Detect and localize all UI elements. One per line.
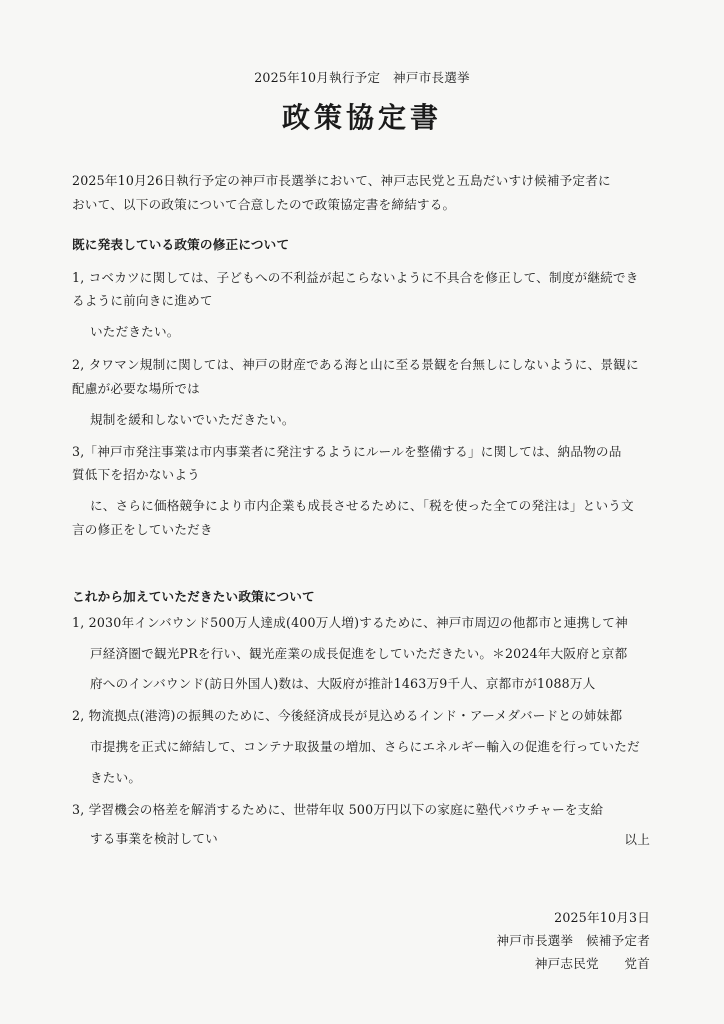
section1-line: 1, コベカツに関しては、子どもへの不利益が起こらないように不具合を修正して、制度が継続でき	[72, 270, 639, 285]
section2-line: 府へのインバウンド(訪日外国人)数は、大阪府が推計1463万9千人、京都市が1088万人	[90, 676, 596, 691]
section1-line: 3,「神戸市発注事業は市内事業者に発注するようにルールを整備する」に関しては、納品物の品	[72, 444, 622, 459]
footer-candidate: 神戸市長選挙 候補予定者	[496, 933, 650, 948]
document-title: 政策協定書	[281, 101, 442, 134]
section2-line: する事業を検討してい	[90, 831, 218, 846]
section1-line: るように前向きに進めて	[72, 293, 213, 308]
intro-line: おいて、以下の政策について合意したので政策協定書を締結する。	[72, 197, 456, 212]
section2-heading: これから加えていただきたい政策について	[72, 589, 315, 604]
section1-line: 2, タワマン規制に関しては、神戸の財産である海と山に至る景観を台無しにしないように、景観に	[72, 357, 639, 372]
section1-line: いただきたい。	[90, 324, 180, 339]
section1-line: 規制を緩和しないでいただきたい。	[90, 412, 295, 427]
document-header: 2025年10月執行予定 神戸市長選挙	[254, 70, 470, 85]
section2-line: 3, 学習機会の格差を解消するために、世帯年収 500万円以下の家庭に塾代バウチャーを支給	[72, 802, 604, 817]
footer-party: 神戸志民党 党首	[534, 956, 650, 971]
section1-heading: 既に発表している政策の修正について	[72, 237, 290, 252]
section2-line: 戸経済圏で観光PRを行い、観光産業の成長促進をしていただきたい。＊2024年大阪府と京都	[90, 646, 628, 661]
section1-line: に、さらに価格競争により市内企業も成長させるために、「税を使った全ての発注は」という文	[90, 498, 634, 513]
section2-line: 2, 物流拠点(港湾)の振興のために、今後経済成長が見込めるインド・アーメダバードとの姉妹都	[72, 708, 623, 723]
footer-date: 2025年10月3日	[554, 910, 650, 925]
section1-line: 質低下を招かないよう	[72, 467, 200, 482]
section1-line: 言の修正をしていただき	[72, 522, 213, 537]
section2-line: きたい。	[90, 770, 142, 785]
section2-line: 1, 2030年インバウンド500万人達成(400万人増)するために、神戸市周辺の他都市と連携して神	[72, 615, 628, 630]
closing-mark: 以上	[624, 832, 650, 847]
intro-line: 2025年10月26日執行予定の神戸市長選挙において、神戸志民党と五島だいすけ候補予定者に	[72, 173, 611, 188]
section2-line: 市提携を正式に締結して、コンテナ取扱量の増加、さらにエネルギー輸入の促進を行っていただ	[90, 739, 640, 754]
section1-line: 配慮が必要な場所では	[72, 381, 200, 396]
